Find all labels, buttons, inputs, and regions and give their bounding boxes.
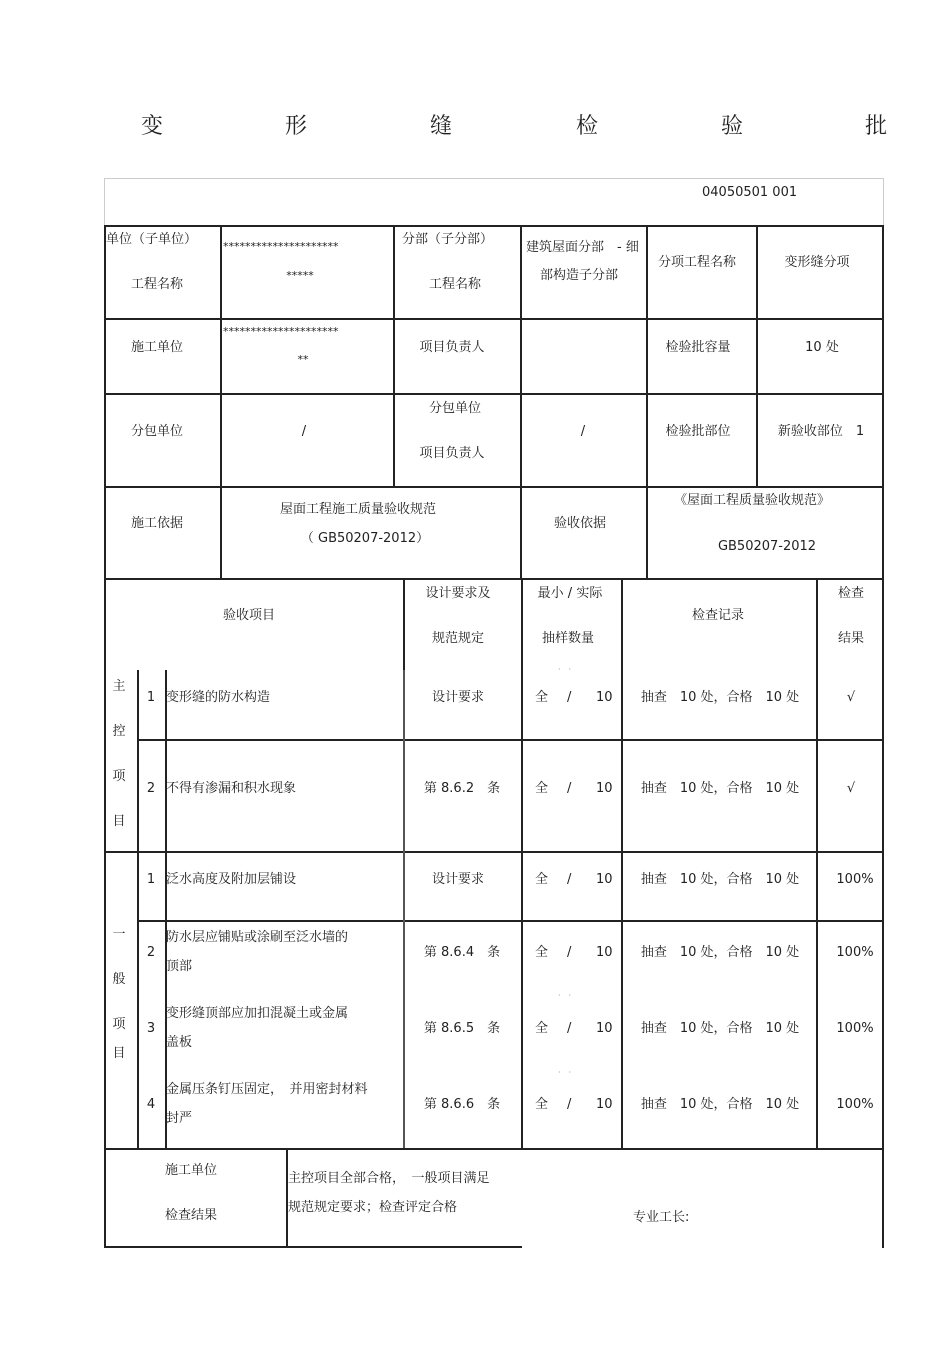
pm-label: 项目负责人: [419, 340, 485, 355]
col-header-result: 结果: [837, 631, 865, 646]
contractor-label: 施工单位: [130, 340, 184, 355]
item-name: 顶部: [166, 959, 193, 974]
left-border: [104, 225, 106, 1248]
accept-basis-value: 《屋面工程质量验收规范》: [673, 493, 831, 508]
col-line: [621, 578, 623, 1148]
contractor-value: **: [297, 353, 309, 366]
doc-code: 04050501 001: [702, 185, 798, 200]
subcontractor-value: /: [301, 424, 307, 439]
title-char: 形: [284, 114, 308, 139]
col-header-item: 验收项目: [222, 608, 276, 623]
item-requirement: 设计要求: [431, 872, 485, 887]
check-record: 抽查 10 处，合格 10 处: [640, 690, 800, 705]
row-number: 1: [146, 872, 156, 887]
title-char: 缝: [429, 114, 453, 139]
item-name: 泛水高度及附加层铺设: [166, 872, 297, 887]
item-requirement: 第 8.6.5 条: [423, 1021, 501, 1036]
sample-all: 全: [535, 872, 549, 887]
check-result: 100%: [836, 945, 874, 960]
item-requirement: 设计要求: [431, 690, 485, 705]
capacity-value: 10 处: [805, 340, 839, 355]
title-char: 检: [575, 114, 599, 139]
item-name-value: 变形缝分项: [784, 255, 850, 270]
sample-all: 全: [535, 945, 549, 960]
check-result: 100%: [836, 1021, 874, 1036]
item-name: 不得有渗漏和积水现象: [166, 781, 297, 796]
label-char: 控: [112, 724, 126, 739]
sub-pm-label: 项目负责人: [419, 446, 485, 461]
sub-pm-value: /: [580, 424, 586, 439]
label-char: 项: [112, 769, 126, 784]
subcontractor-label: 分包单位: [130, 424, 184, 439]
title-char: 批: [864, 114, 888, 139]
col-line: [403, 578, 405, 670]
capacity-label: 检验批容量: [665, 340, 731, 355]
check-record: 抽查 10 处，合格 10 处: [640, 1097, 800, 1112]
accept-basis-label: 验收依据: [553, 516, 607, 531]
col-line: [756, 225, 758, 486]
subdivision-label: 工程名称: [428, 277, 482, 292]
check-result: 100%: [836, 872, 874, 887]
sample-sep: /: [567, 781, 572, 796]
label-char: 项: [112, 1017, 126, 1032]
location-label: 检验批部位: [665, 424, 731, 439]
bottom-line: [104, 1246, 522, 1248]
right-border: [882, 225, 884, 1248]
label-char: 般: [112, 972, 126, 987]
row-number: 1: [146, 690, 156, 705]
sample-sep: /: [567, 872, 572, 887]
check-result: √: [846, 690, 856, 705]
check-result: 100%: [836, 1097, 874, 1112]
row-line: [104, 851, 884, 853]
location-value: 新验收部位 1: [777, 424, 865, 439]
col-line: [286, 1148, 288, 1248]
footer-label: 检查结果: [164, 1208, 218, 1223]
sample-all: 全: [535, 781, 549, 796]
col-line: [816, 578, 818, 1148]
item-name: 金属压条钉压固定， 并用密封材料: [166, 1082, 368, 1097]
item-name: 防水层应铺贴或涂刷至泛水墙的: [166, 930, 349, 945]
col-line: [646, 225, 648, 578]
footer-label: 施工单位: [164, 1163, 218, 1178]
right-border-top: [883, 178, 884, 226]
item-requirement: 第 8.6.6 条: [423, 1097, 501, 1112]
title-char: 验: [720, 114, 744, 139]
check-record: 抽查 10 处，合格 10 处: [640, 1021, 800, 1036]
check-record: 抽查 10 处，合格 10 处: [640, 781, 800, 796]
scan-dot: · ·: [558, 991, 572, 1000]
basis-value: （ GB50207-2012）: [300, 531, 430, 546]
row-line: [137, 739, 884, 741]
row-number: 2: [146, 945, 156, 960]
item-requirement: 第 8.6.2 条: [423, 781, 501, 796]
sample-all: 全: [535, 690, 549, 705]
item-name-label: 分项工程名称: [657, 255, 737, 270]
col-header-req: 规范规定: [431, 631, 485, 646]
basis-label: 施工依据: [130, 516, 184, 531]
sample-all: 全: [535, 1021, 549, 1036]
item-name: 封严: [166, 1111, 193, 1126]
sample-count: 10: [596, 781, 613, 796]
col-line: [403, 670, 405, 1148]
col-line: [393, 225, 395, 486]
row-number: 3: [146, 1021, 156, 1036]
col-header-result: 检查: [837, 586, 865, 601]
unit-value: *****: [286, 269, 314, 282]
label-char: 一: [112, 927, 126, 942]
col-line: [220, 225, 222, 578]
row-number: 4: [146, 1097, 156, 1112]
footer-conclusion: 主控项目全部合格， 一般项目满足: [288, 1171, 490, 1186]
col-line: [521, 578, 523, 1148]
col-line: [520, 225, 522, 578]
label-char: 目: [112, 814, 126, 829]
top-border: [104, 178, 884, 179]
check-record: 抽查 10 处，合格 10 处: [640, 945, 800, 960]
unit-label: 工程名称: [130, 277, 184, 292]
item-name: 盖板: [166, 1035, 193, 1050]
check-result: √: [846, 781, 856, 796]
footer-conclusion: 规范规定要求；检查评定合格: [288, 1200, 458, 1215]
row-number: 2: [146, 781, 156, 796]
subdivision-label: 分部（子分部）: [402, 232, 494, 247]
label-char: 主: [112, 679, 126, 694]
scan-dot: · ·: [558, 1068, 572, 1077]
col-header-sample: 抽样数量: [541, 631, 595, 646]
foreman-label: 专业工长:: [633, 1210, 690, 1225]
unit-value: *********************: [223, 240, 339, 253]
row-line: [137, 920, 884, 922]
subdivision-value: 部构造子分部: [539, 268, 619, 283]
check-record: 抽查 10 处，合格 10 处: [640, 872, 800, 887]
sub-pm-label: 分包单位: [428, 401, 482, 416]
col-header-record: 检查记录: [691, 608, 745, 623]
sample-count: 10: [596, 1021, 613, 1036]
item-name: 变形缝的防水构造: [166, 690, 271, 705]
basis-value: 屋面工程施工质量验收规范: [279, 502, 437, 517]
subdivision-value: 建筑屋面分部 - 细: [526, 240, 639, 255]
sample-count: 10: [596, 872, 613, 887]
sample-count: 10: [596, 690, 613, 705]
row-line: [104, 578, 884, 580]
item-name: 变形缝顶部应加扣混凝土或金属: [166, 1006, 349, 1021]
left-border-top: [104, 178, 105, 226]
col-header-sample: 最小 / 实际: [537, 586, 603, 601]
col-line: [165, 670, 167, 1148]
row-line: [104, 1148, 884, 1150]
sample-count: 10: [596, 945, 613, 960]
sample-all: 全: [535, 1097, 549, 1112]
sample-sep: /: [567, 1021, 572, 1036]
sample-count: 10: [596, 1097, 613, 1112]
col-header-req: 设计要求及: [425, 586, 491, 601]
unit-label: 单位（子单位）: [106, 232, 198, 247]
col-line: [137, 670, 139, 1148]
scan-dot: · ·: [558, 665, 572, 674]
label-char: 目: [112, 1046, 126, 1061]
accept-basis-value: GB50207-2012: [717, 539, 817, 554]
title-char: 变: [140, 114, 164, 139]
sample-sep: /: [567, 945, 572, 960]
item-requirement: 第 8.6.4 条: [423, 945, 501, 960]
sample-sep: /: [567, 690, 572, 705]
sample-sep: /: [567, 1097, 572, 1112]
contractor-value: *********************: [223, 325, 339, 338]
